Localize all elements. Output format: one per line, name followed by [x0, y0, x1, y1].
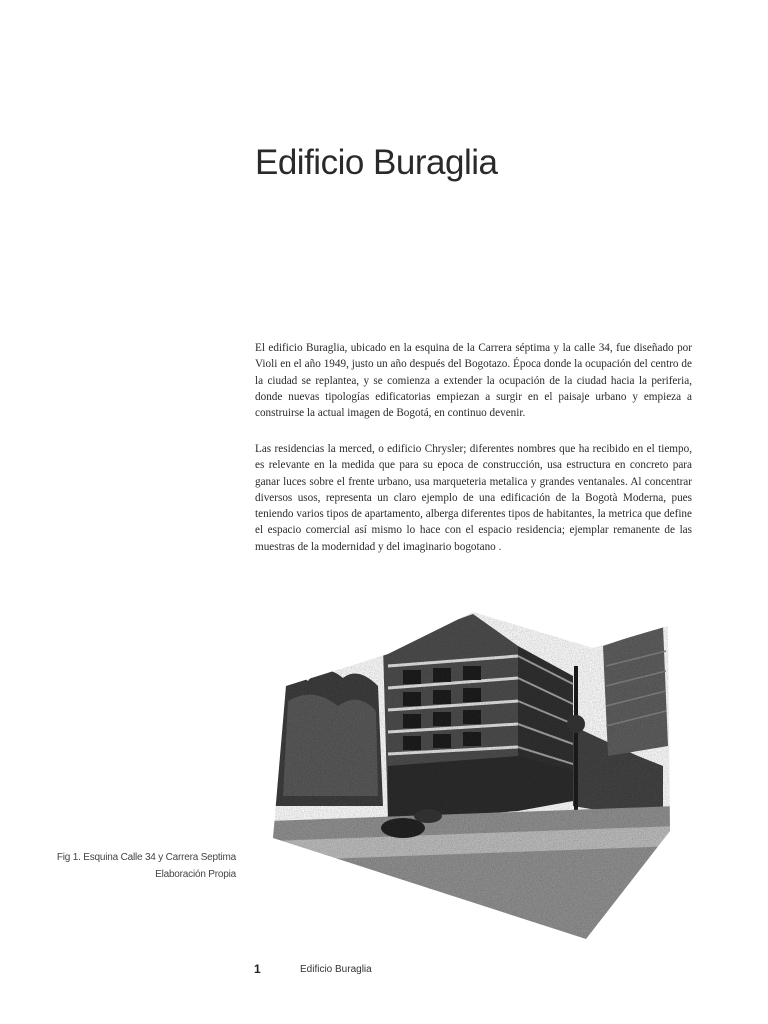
- figure-caption-title: Fig 1. Esquina Calle 34 y Carrera Septima: [56, 852, 236, 863]
- building-photo: [268, 606, 678, 941]
- building-photo-illustration: [268, 606, 678, 941]
- paragraph-intro: El edificio Buraglia, ubicado en la esquina de la Carrera séptima y la calle 34, fue diseñado por Violi en el año 1949, justo un año después del Bogotazo. Época donde la ocupación del centro de la ciudad se replantea, y se comienza a extender la ocupación de la ciudad hacia la periferia, donde nuevas tipologías edificatorias empiezan a surgir en el paisaje urbano y empieza a construirse la actual imagen de Bogotá, en continuo devenir.: [255, 342, 692, 420]
- running-title: Edificio Buraglia: [300, 964, 372, 975]
- page-number: 1: [254, 962, 261, 976]
- figure-caption-credit: Elaboración Propia: [155, 868, 236, 880]
- figure-caption: [57, 850, 236, 883]
- page-title: Edificio Buraglia: [255, 143, 498, 182]
- paragraph-description: Las residencias la merced, o edificio Chrysler; diferentes nombres que ha recibido en el tiempo, es relevante en la medida que para su epoca de construcción, usa estructura en concreto para ganar luces sobre el frente urbano, usa marqueteria metalica y grandes ventanales. Al concentrar diversos usos, representa un claro ejemplo de una edificación de la Bogotà Moderna, pues teniendo varios tipos de apartamento, alberga diferentes tipos de habitantes, la metrica que define el espacio comercial así mismo lo hace con el espacio residencia; ejemplar remanente de las muestras de la modernidad y del imaginario bogotano .: [255, 443, 692, 553]
